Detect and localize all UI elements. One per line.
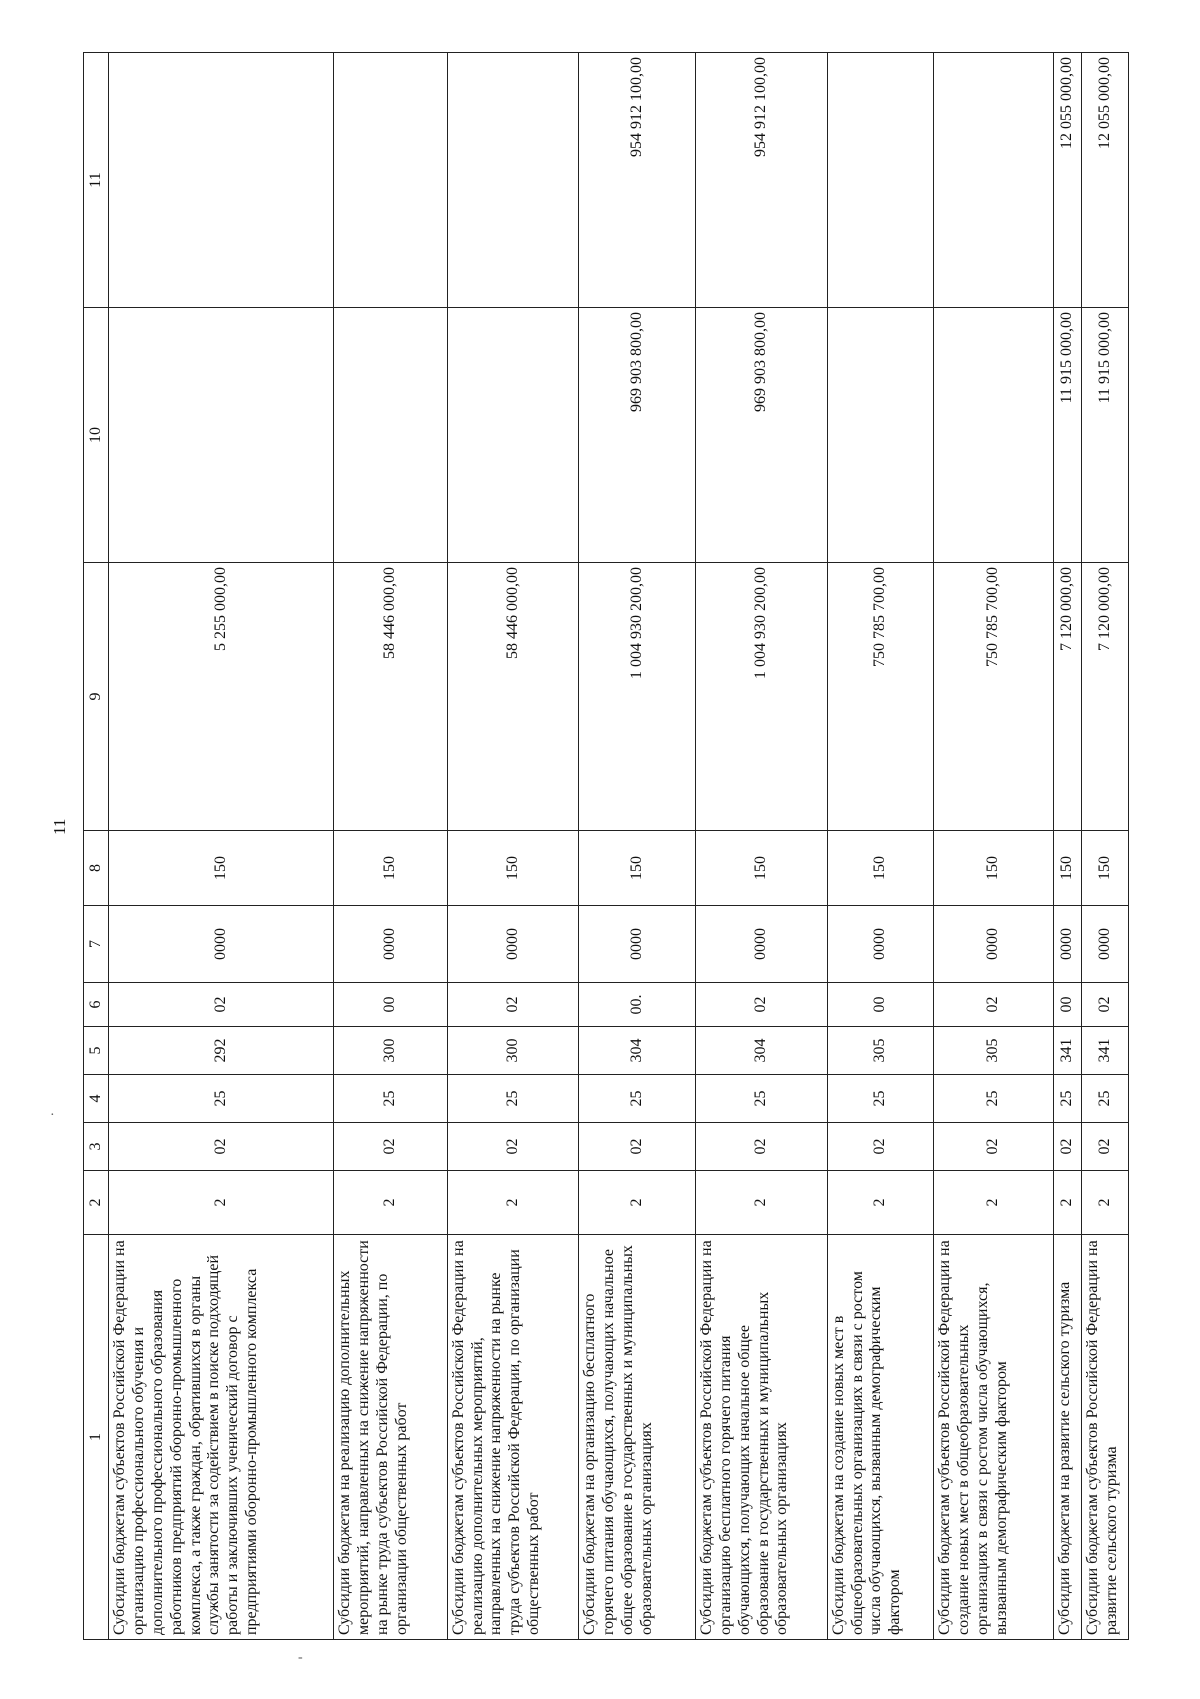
table-row bbox=[827, 53, 934, 1640]
row-amount-11 bbox=[109, 53, 334, 308]
row-code-8: 150 bbox=[447, 831, 579, 906]
row-amount-10 bbox=[934, 308, 1054, 563]
row-code-4: 25 bbox=[695, 1075, 827, 1123]
row-code-8: 150 bbox=[109, 831, 334, 906]
row-code-7: 0000 bbox=[447, 906, 579, 983]
row-code-4: 25 bbox=[934, 1075, 1054, 1123]
page-number: 11 bbox=[50, 818, 69, 835]
column-header: 9 bbox=[84, 563, 109, 831]
row-amount-10: 11 915 000,00 bbox=[1082, 308, 1129, 563]
column-header: 3 bbox=[84, 1123, 109, 1171]
row-code-7: 0000 bbox=[1054, 906, 1082, 983]
row-amount-9: 750 785 700,00 bbox=[934, 563, 1054, 831]
row-code-7: 0000 bbox=[579, 906, 696, 983]
table-body bbox=[109, 53, 1129, 1640]
row-code-3: 02 bbox=[934, 1123, 1054, 1171]
row-amount-9: 58 446 000,00 bbox=[447, 563, 579, 831]
row-name: Субсидии бюджетам субъектов Российской Федерации на организацию бесплатного горячего питания обучающихся, получающих начальное общее образование в государственных и муниципальных образовательных организациях bbox=[695, 1235, 827, 1640]
table-row bbox=[109, 53, 334, 1640]
row-amount-9: 1 004 930 200,00 bbox=[695, 563, 827, 831]
row-code-7: 0000 bbox=[934, 906, 1054, 983]
header-row bbox=[84, 53, 109, 1640]
row-code-2: 2 bbox=[934, 1171, 1054, 1235]
row-code-5: 305 bbox=[827, 1027, 934, 1075]
column-header: 11 bbox=[84, 53, 109, 308]
column-header: 5 bbox=[84, 1027, 109, 1075]
table-row bbox=[447, 53, 579, 1640]
row-amount-11: 12 055 000,00 bbox=[1054, 53, 1082, 308]
row-code-7: 0000 bbox=[695, 906, 827, 983]
row-code-2: 2 bbox=[1054, 1171, 1082, 1235]
table-row bbox=[579, 53, 696, 1640]
row-code-4: 25 bbox=[447, 1075, 579, 1123]
table-header bbox=[84, 53, 109, 1640]
row-code-3: 02 bbox=[579, 1123, 696, 1171]
row-name: Субсидии бюджетам субъектов Российской Федерации на создание новых мест в общеобразовательных организациях в связи с ростом числа обучающихся, вызванным демографическим фактором bbox=[934, 1235, 1054, 1640]
row-amount-9: 7 120 000,00 bbox=[1082, 563, 1129, 831]
row-amount-9: 750 785 700,00 bbox=[827, 563, 934, 831]
row-code-2: 2 bbox=[579, 1171, 696, 1235]
row-code-5: 341 bbox=[1082, 1027, 1129, 1075]
row-code-8: 150 bbox=[934, 831, 1054, 906]
row-code-6: 02 bbox=[1082, 983, 1129, 1027]
budget-table bbox=[83, 52, 1129, 1640]
row-code-4: 25 bbox=[334, 1075, 447, 1123]
row-amount-10 bbox=[109, 308, 334, 563]
row-amount-10: 969 903 800,00 bbox=[579, 308, 696, 563]
row-code-2: 2 bbox=[695, 1171, 827, 1235]
column-header: 10 bbox=[84, 308, 109, 563]
row-amount-11 bbox=[334, 53, 447, 308]
row-code-8: 150 bbox=[579, 831, 696, 906]
row-amount-10: 11 915 000,00 bbox=[1054, 308, 1082, 563]
row-code-7: 0000 bbox=[1082, 906, 1129, 983]
row-code-6: 02 bbox=[934, 983, 1054, 1027]
row-code-5: 300 bbox=[334, 1027, 447, 1075]
row-code-7: 0000 bbox=[827, 906, 934, 983]
row-code-6: 02 bbox=[447, 983, 579, 1027]
row-amount-11 bbox=[934, 53, 1054, 308]
row-code-3: 02 bbox=[334, 1123, 447, 1171]
row-code-3: 02 bbox=[447, 1123, 579, 1171]
row-name: Субсидии бюджетам субъектов Российской Федерации на реализацию дополнительных мероприятий, направленных на снижение напряженности на рынке труда субъектов Российской Федерации, по организации общественных работ bbox=[447, 1235, 579, 1640]
row-code-6: 00 bbox=[334, 983, 447, 1027]
row-name: Субсидии бюджетам субъектов Российской Федерации на организацию профессионального обучения и дополнительного профессионального образования работников предприятий оборонно-промышленного комплекса, а также граждан, обратившихся в органы службы занятости за содействием в поиске подходящей работы и заключивших ученический договор с предприятиями оборонно-промышленного комплекса bbox=[109, 1235, 334, 1640]
row-code-3: 02 bbox=[695, 1123, 827, 1171]
row-code-5: 304 bbox=[579, 1027, 696, 1075]
row-code-8: 150 bbox=[695, 831, 827, 906]
row-code-4: 25 bbox=[1054, 1075, 1082, 1123]
row-code-3: 02 bbox=[109, 1123, 334, 1171]
row-name: Субсидии бюджетам на организацию бесплатного горячего питания обучающихся, получающих начальное общее образование в государственных и муниципальных образовательных организациях bbox=[579, 1235, 696, 1640]
column-header: 6 bbox=[84, 983, 109, 1027]
row-code-4: 25 bbox=[579, 1075, 696, 1123]
row-code-5: 300 bbox=[447, 1027, 579, 1075]
row-code-5: 304 bbox=[695, 1027, 827, 1075]
row-amount-10 bbox=[827, 308, 934, 563]
row-name: Субсидии бюджетам на развитие сельского туризма bbox=[1054, 1235, 1082, 1640]
column-header: 1 bbox=[84, 1235, 109, 1640]
row-amount-9: 5 255 000,00 bbox=[109, 563, 334, 831]
column-header: 2 bbox=[84, 1171, 109, 1235]
row-amount-10: 969 903 800,00 bbox=[695, 308, 827, 563]
row-name: Субсидии бюджетам субъектов Российской Федерации на развитие сельского туризма bbox=[1082, 1235, 1129, 1640]
row-name: Субсидии бюджетам на реализацию дополнительных мероприятий, направленных на снижение напряженности на рынке труда субъектов Российской Федерации, по организации общественных работ bbox=[334, 1235, 447, 1640]
row-code-3: 02 bbox=[1054, 1123, 1082, 1171]
row-name: Субсидии бюджетам на создание новых мест в общеобразовательных организациях в связи с ростом числа обучающихся, вызванным демографическим фактором bbox=[827, 1235, 934, 1640]
table-row bbox=[934, 53, 1054, 1640]
row-amount-9: 1 004 930 200,00 bbox=[579, 563, 696, 831]
row-code-4: 25 bbox=[827, 1075, 934, 1123]
scan-speck: · bbox=[50, 1108, 55, 1123]
column-header: 7 bbox=[84, 906, 109, 983]
row-amount-9: 58 446 000,00 bbox=[334, 563, 447, 831]
row-amount-11: 954 912 100,00 bbox=[579, 53, 696, 308]
table-row bbox=[334, 53, 447, 1640]
row-code-6: 02 bbox=[109, 983, 334, 1027]
row-code-7: 0000 bbox=[109, 906, 334, 983]
row-code-3: 02 bbox=[827, 1123, 934, 1171]
row-code-8: 150 bbox=[827, 831, 934, 906]
row-code-2: 2 bbox=[109, 1171, 334, 1235]
table-row bbox=[1054, 53, 1082, 1640]
row-code-4: 25 bbox=[1082, 1075, 1129, 1123]
row-amount-9: 7 120 000,00 bbox=[1054, 563, 1082, 831]
row-amount-10 bbox=[334, 308, 447, 563]
row-code-4: 25 bbox=[109, 1075, 334, 1123]
row-amount-10 bbox=[447, 308, 579, 563]
column-header: 8 bbox=[84, 831, 109, 906]
row-code-6: 02 bbox=[695, 983, 827, 1027]
table-row bbox=[1082, 53, 1129, 1640]
row-amount-11 bbox=[827, 53, 934, 308]
row-amount-11 bbox=[447, 53, 579, 308]
row-amount-11: 12 055 000,00 bbox=[1082, 53, 1129, 308]
row-code-6: 00 bbox=[827, 983, 934, 1027]
row-code-7: 0000 bbox=[334, 906, 447, 983]
column-header: 4 bbox=[84, 1075, 109, 1123]
table-row bbox=[695, 53, 827, 1640]
row-code-6: 00 bbox=[1054, 983, 1082, 1027]
row-code-2: 2 bbox=[447, 1171, 579, 1235]
rotated-table-container bbox=[83, 53, 1129, 1640]
row-amount-11: 954 912 100,00 bbox=[695, 53, 827, 308]
row-code-5: 341 bbox=[1054, 1027, 1082, 1075]
row-code-8: 150 bbox=[334, 831, 447, 906]
row-code-2: 2 bbox=[1082, 1171, 1129, 1235]
row-code-8: 150 bbox=[1054, 831, 1082, 906]
scan-speck: - bbox=[298, 1650, 303, 1665]
row-code-8: 150 bbox=[1082, 831, 1129, 906]
row-code-2: 2 bbox=[827, 1171, 934, 1235]
row-code-6: 00. bbox=[579, 983, 696, 1027]
row-code-2: 2 bbox=[334, 1171, 447, 1235]
row-code-5: 305 bbox=[934, 1027, 1054, 1075]
row-code-3: 02 bbox=[1082, 1123, 1129, 1171]
row-code-5: 292 bbox=[109, 1027, 334, 1075]
